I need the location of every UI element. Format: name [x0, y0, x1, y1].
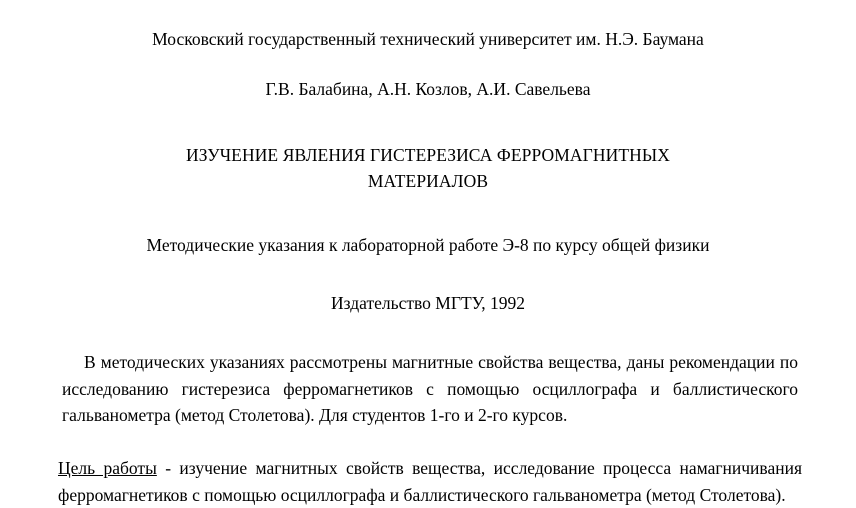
university-name: Московский государственный технический университет им. Н.Э. Баумана — [152, 29, 704, 49]
purpose-label: Цель работы — [58, 458, 157, 479]
document-title — [52, 143, 804, 194]
title-line-2: МАТЕРИАЛОВ — [367, 170, 489, 191]
abstract-paragraph: В методических указаниях рассмотрены магнитные свойства вещества, даны рекомендации по исследованию гистерезиса ферромагнетиков с помощью осциллографа и баллистического гальванометра (метод Столетова). Для студентов 1-го и 2-го курсов. — [62, 352, 798, 426]
purpose-paragraph — [52, 455, 804, 508]
purpose-text: - изучение магнитных свойств вещества, исследование процесса намагничивания ферромагнетиков с помощью осциллографа и баллистического гальванометра (метод Столетова). — [58, 458, 802, 505]
authors-line: Г.В. Балабина, А.Н. Козлов, А.И. Савельева — [265, 78, 591, 99]
title-line-1: ИЗУЧЕНИЕ ЯВЛЕНИЯ ГИСТЕРЕЗИСА ФЕРРОМАГНИТНЫХ — [186, 145, 670, 166]
document-subtitle: Методические указания к лабораторной работе Э-8 по курсу общей физики — [146, 235, 710, 255]
publisher-line: Издательство МГТУ, 1992 — [331, 292, 525, 313]
